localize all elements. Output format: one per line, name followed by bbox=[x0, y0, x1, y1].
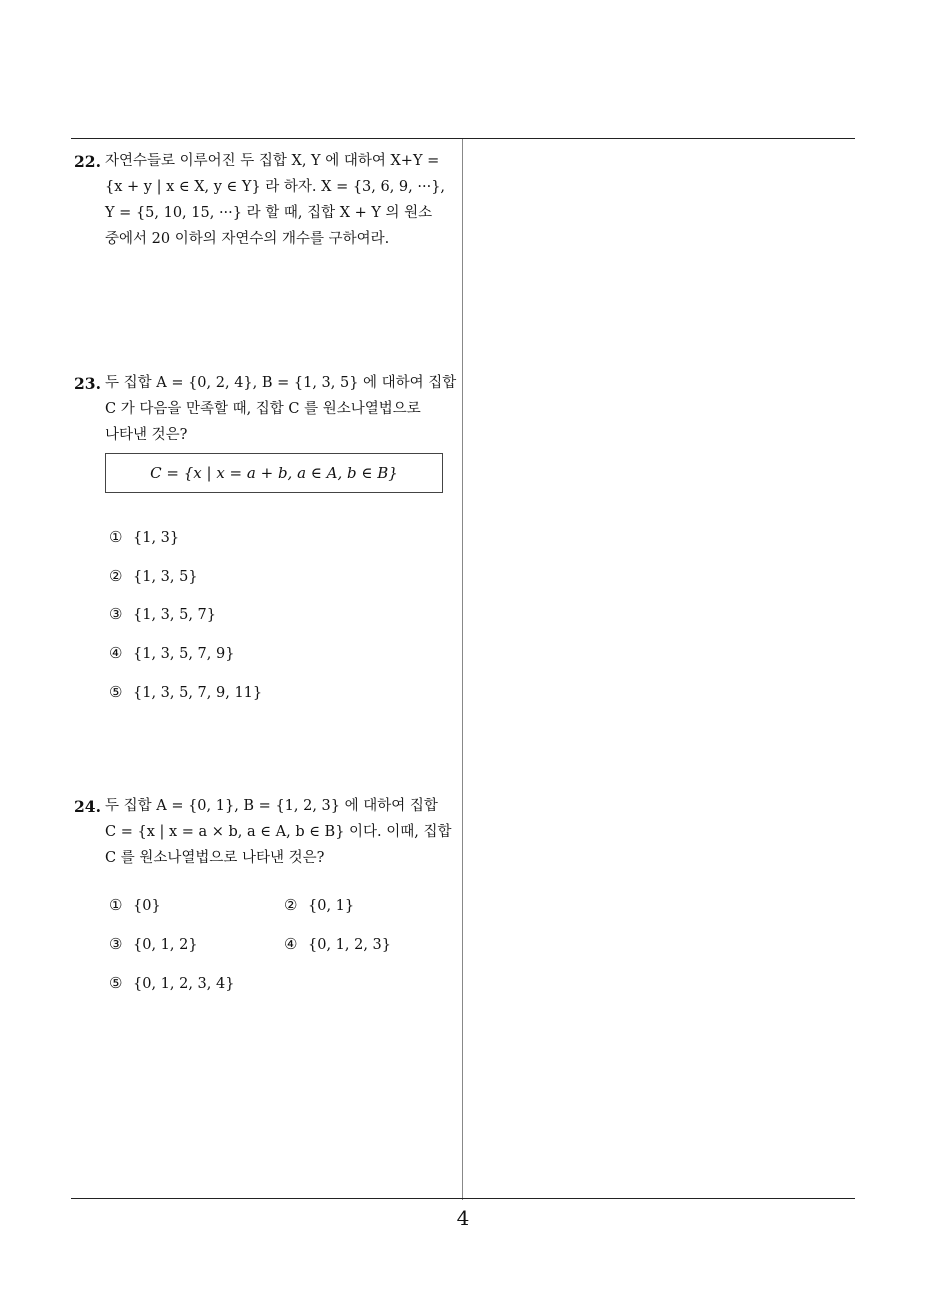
choice-4[interactable] bbox=[109, 644, 234, 662]
problem-number: 23. bbox=[74, 374, 101, 393]
problem-text-line: Y = {5, 10, 15, ···} 라 할 때, 집합 X + Y 의 원소 bbox=[105, 205, 433, 221]
choice-text: {0, 1, 2, 3} bbox=[308, 937, 392, 953]
choice-mark: ⑤ bbox=[109, 974, 123, 992]
choice-mark: ④ bbox=[284, 935, 298, 953]
choice-mark: ③ bbox=[109, 935, 123, 953]
problem-text-line: C 를 원소나열법으로 나타낸 것은? bbox=[105, 850, 325, 866]
problem-23 bbox=[74, 370, 460, 450]
problem-text-line: 중에서 20 이하의 자연수의 개수를 구하여라. bbox=[105, 231, 390, 247]
choice-4[interactable] bbox=[284, 935, 391, 953]
choice-1[interactable] bbox=[109, 896, 161, 914]
choice-text: {0, 1, 2} bbox=[133, 937, 198, 953]
problem-text-line: 자연수들로 이루어진 두 집합 X, Y 에 대하여 X+Y = bbox=[105, 153, 440, 169]
choice-text: {1, 3, 5} bbox=[133, 569, 198, 585]
problem-number: 24. bbox=[74, 797, 101, 816]
choice-3[interactable] bbox=[109, 605, 216, 623]
choice-5[interactable] bbox=[109, 974, 234, 992]
choice-text: {0} bbox=[133, 898, 161, 914]
choice-mark: ② bbox=[109, 567, 123, 585]
problem-text-line: 나타낸 것은? bbox=[105, 427, 188, 443]
choice-1[interactable] bbox=[109, 528, 179, 546]
choice-text: {0, 1, 2, 3, 4} bbox=[133, 976, 235, 992]
choice-2[interactable] bbox=[109, 567, 198, 585]
choice-text: {1, 3} bbox=[133, 530, 180, 546]
choice-text: {1, 3, 5, 7, 9} bbox=[133, 646, 235, 662]
page-number: 4 bbox=[456, 1206, 470, 1230]
top-rule bbox=[71, 138, 855, 139]
problem-text-line: C 가 다음을 만족할 때, 집합 C 를 원소나열법으로 bbox=[105, 401, 421, 417]
problem-22 bbox=[74, 148, 460, 258]
column-divider bbox=[462, 139, 463, 1200]
choice-2[interactable] bbox=[284, 896, 354, 914]
condition-box bbox=[105, 453, 443, 493]
choice-mark: ② bbox=[284, 896, 298, 914]
problem-text-line: {x + y | x ∈ X, y ∈ Y} 라 하자. X = {3, 6, 9, ···}, bbox=[105, 179, 446, 195]
choice-mark: ⑤ bbox=[109, 683, 123, 701]
choice-mark: ① bbox=[109, 528, 123, 546]
choice-mark: ④ bbox=[109, 644, 123, 662]
choice-5[interactable] bbox=[109, 683, 262, 701]
choice-mark: ① bbox=[109, 896, 123, 914]
choice-text: {1, 3, 5, 7} bbox=[133, 607, 217, 623]
choice-text: {0, 1} bbox=[308, 898, 355, 914]
bottom-rule bbox=[71, 1198, 855, 1199]
problem-number: 22. bbox=[74, 152, 101, 171]
problem-text-line: 두 집합 A = {0, 1}, B = {1, 2, 3} 에 대하여 집합 bbox=[105, 798, 438, 814]
choice-mark: ③ bbox=[109, 605, 123, 623]
problem-24 bbox=[74, 793, 460, 873]
condition-text: C = {x | x = a + b, a ∈ A, b ∈ B} bbox=[150, 464, 398, 482]
problem-text-line: 두 집합 A = {0, 2, 4}, B = {1, 3, 5} 에 대하여 집합 bbox=[105, 375, 457, 391]
choice-text: {1, 3, 5, 7, 9, 11} bbox=[133, 685, 263, 701]
choice-3[interactable] bbox=[109, 935, 198, 953]
problem-text-line: C = {x | x = a × b, a ∈ A, b ∈ B} 이다. 이때, 집합 bbox=[105, 824, 452, 840]
